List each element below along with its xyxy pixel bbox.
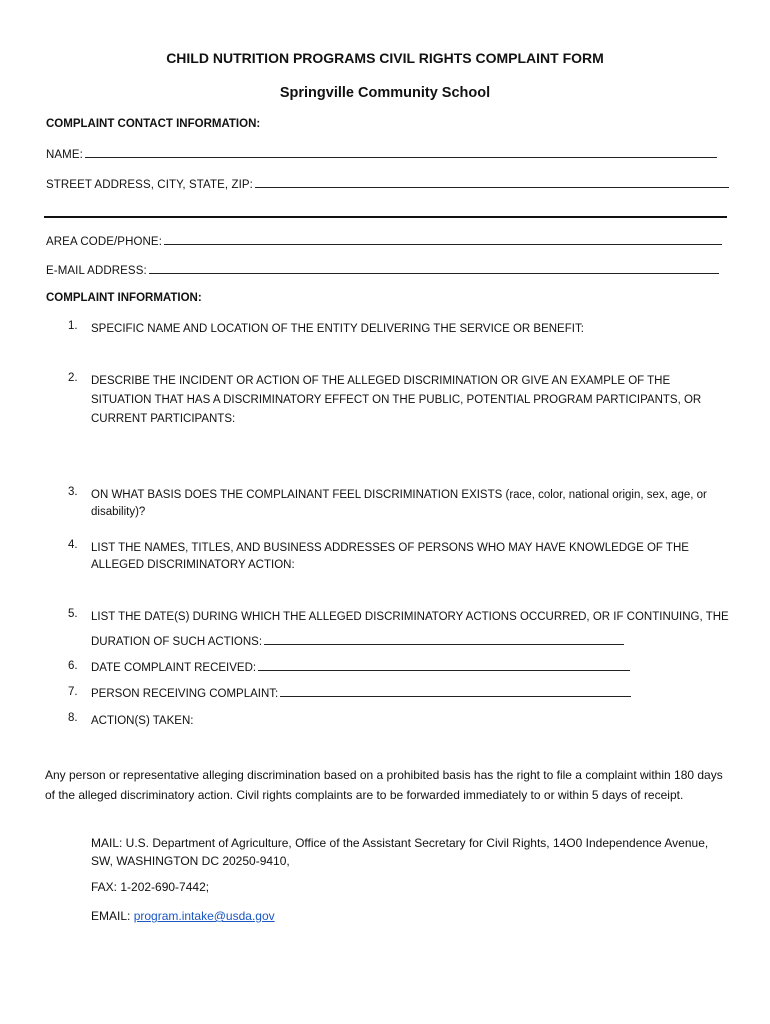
section-divider (44, 216, 727, 218)
item-2-line2: SITUATION THAT HAS A DISCRIMINATORY EFFECT ON THE PUBLIC, POTENTIAL PROGRAM PARTICIPANTS, OR (91, 394, 702, 406)
person-receiving-blank[interactable] (280, 686, 631, 697)
address-blank[interactable] (255, 177, 729, 188)
phone-label: AREA CODE/PHONE: (46, 236, 162, 248)
email-field[interactable] (46, 263, 719, 277)
email-blank[interactable] (149, 263, 719, 274)
item-2-line1: DESCRIBE THE INCIDENT OR ACTION OF THE ALLEGED DISCRIMINATION OR GIVE AN EXAMPLE OF THE (91, 375, 671, 387)
fax-number: FAX: 1-202-690-7442; (91, 880, 210, 894)
email-link[interactable]: program.intake@usda.gov (133, 909, 275, 923)
item-number: 7. (68, 686, 78, 698)
item-number: 4. (68, 539, 78, 551)
name-field[interactable] (46, 147, 717, 161)
filing-notice-paragraph: Any person or representative alleging discrimination based on a prohibited basis has the right to file a complaint within 180 days of the alleged discriminatory action. Civil rights complaints are to be forwarded immediately to or within 5 days of receipt. (45, 768, 723, 802)
item-5-field[interactable] (91, 634, 624, 648)
item-8-text: ACTION(S) TAKEN: (91, 715, 194, 727)
item-1-text: SPECIFIC NAME AND LOCATION OF THE ENTITY DELIVERING THE SERVICE OR BENEFIT: (91, 323, 584, 335)
item-3-line1: ON WHAT BASIS DOES THE COMPLAINANT FEEL DISCRIMINATION EXISTS (race, color, national origin, sex, age, or (91, 489, 707, 501)
email-contact (91, 907, 731, 925)
form-title: CHILD NUTRITION PROGRAMS CIVIL RIGHTS COMPLAINT FORM (166, 50, 604, 66)
contact-section-heading: COMPLAINT CONTACT INFORMATION: (46, 118, 261, 130)
name-label: NAME: (46, 149, 83, 161)
item-number: 8. (68, 712, 78, 724)
complaint-section-heading: COMPLAINT INFORMATION: (46, 292, 202, 304)
item-6-field[interactable] (91, 660, 630, 674)
phone-blank[interactable] (164, 234, 722, 245)
email-label: E-MAIL ADDRESS: (46, 265, 147, 277)
item-5-line1: LIST THE DATE(S) DURING WHICH THE ALLEGED DISCRIMINATORY ACTIONS OCCURRED, OR IF CONTINUING, THE (91, 611, 729, 623)
item-number: 3. (68, 486, 78, 498)
item-7-text: PERSON RECEIVING COMPLAINT: (91, 688, 279, 700)
duration-blank[interactable] (264, 634, 624, 645)
name-blank[interactable] (85, 147, 717, 158)
item-4-line2: ALLEGED DISCRIMINATORY ACTION: (91, 559, 295, 571)
phone-field[interactable] (46, 234, 722, 248)
item-number: 5. (68, 608, 78, 620)
date-received-blank[interactable] (258, 660, 630, 671)
item-7-field[interactable] (91, 686, 631, 700)
email-contact-label: EMAIL: (91, 909, 131, 923)
mail-address: MAIL: U.S. Department of Agriculture, Office of the Assistant Secretary for Civil Rights, 14O0 Independence Avenue, SW, WASHINGTON DC 20250-9410, (91, 836, 709, 868)
item-number: 6. (68, 660, 78, 672)
address-field[interactable] (46, 177, 729, 191)
item-4-line1: LIST THE NAMES, TITLES, AND BUSINESS ADDRESSES OF PERSONS WHO MAY HAVE KNOWLEDGE OF THE (91, 542, 689, 554)
item-2-line3: CURRENT PARTICIPANTS: (91, 413, 236, 425)
item-3-line2: disability)? (91, 506, 146, 518)
item-6-text: DATE COMPLAINT RECEIVED: (91, 662, 257, 674)
item-5-line2: DURATION OF SUCH ACTIONS: (91, 636, 263, 648)
item-number: 2. (68, 372, 78, 384)
school-name: Springville Community School (279, 85, 491, 101)
address-label: STREET ADDRESS, CITY, STATE, ZIP: (46, 179, 253, 191)
item-number: 1. (68, 320, 78, 332)
